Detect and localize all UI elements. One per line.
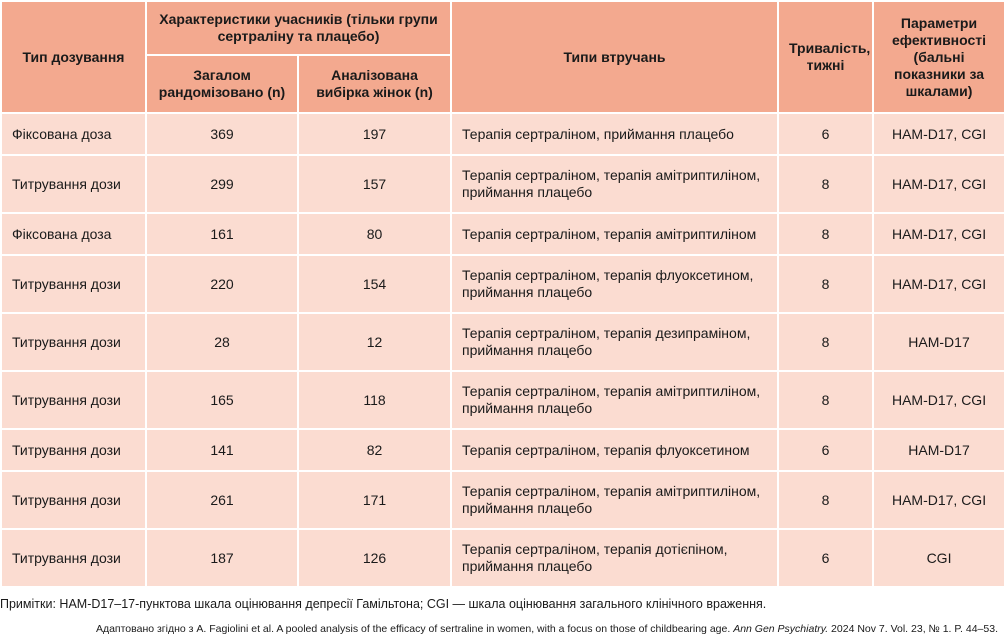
cell-interventions: Терапія сертраліном, терапія дезипраміном, приймання плацебо xyxy=(451,313,778,371)
table-row xyxy=(1,529,1004,587)
cell-dosing-type: Титрування дози xyxy=(1,471,146,529)
cell-interventions: Терапія сертраліном, терапія флуоксетином xyxy=(451,429,778,471)
cell-randomized: 161 xyxy=(146,213,298,255)
cell-interventions: Терапія сертраліном, приймання плацебо xyxy=(451,113,778,155)
cell-duration: 8 xyxy=(778,313,873,371)
cell-dosing-type: Фіксована доза xyxy=(1,113,146,155)
source-citation xyxy=(96,623,998,635)
cell-efficacy: HAM-D17, CGI xyxy=(873,113,1004,155)
cell-analyzed: 171 xyxy=(298,471,451,529)
cell-efficacy: HAM-D17, CGI xyxy=(873,471,1004,529)
cell-efficacy: HAM-D17, CGI xyxy=(873,213,1004,255)
table-row xyxy=(1,371,1004,429)
header-randomized-total: Загалом рандомізовано (n) xyxy=(146,55,298,113)
cell-randomized: 299 xyxy=(146,155,298,213)
header-efficacy-params: Параметри ефективності (бальні показники за шкалами) xyxy=(873,1,1004,113)
cell-dosing-type: Титрування дози xyxy=(1,313,146,371)
cell-interventions: Терапія сертраліном, терапія амітриптиліном, приймання плацебо xyxy=(451,371,778,429)
cell-dosing-type: Титрування дози xyxy=(1,529,146,587)
cell-dosing-type: Титрування дози xyxy=(1,255,146,313)
cell-duration: 8 xyxy=(778,471,873,529)
cell-interventions: Терапія сертраліном, терапія флуоксетином, приймання плацебо xyxy=(451,255,778,313)
source-prefix: Адаптовано згідно з A. Fagiolini et al. A pooled analysis of the efficacy of sertraline in women, with a focus on those of childbearing age. xyxy=(95,623,731,635)
table-row xyxy=(1,429,1004,471)
header-analyzed-women: Аналізована вибірка жінок (n) xyxy=(298,55,451,113)
table-row xyxy=(1,313,1004,371)
cell-randomized: 141 xyxy=(146,429,298,471)
cell-interventions: Терапія сертраліном, терапія дотієпіном, приймання плацебо xyxy=(451,529,778,587)
table-row xyxy=(1,155,1004,213)
cell-efficacy: HAM-D17 xyxy=(873,313,1004,371)
cell-randomized: 187 xyxy=(146,529,298,587)
table-row xyxy=(1,113,1004,155)
cell-dosing-type: Титрування дози xyxy=(1,371,146,429)
table-row xyxy=(1,255,1004,313)
table-row xyxy=(1,471,1004,529)
header-intervention-types: Типи втручань xyxy=(451,1,778,113)
cell-randomized: 220 xyxy=(146,255,298,313)
source-suffix: 2024 Nov 7. Vol. 23, № 1. P. 44–53. xyxy=(831,623,998,635)
cell-analyzed: 126 xyxy=(298,529,451,587)
cell-efficacy: HAM-D17, CGI xyxy=(873,371,1004,429)
cell-dosing-type: Титрування дози xyxy=(1,155,146,213)
cell-interventions: Терапія сертраліном, терапія амітриптиліном xyxy=(451,213,778,255)
cell-randomized: 28 xyxy=(146,313,298,371)
cell-analyzed: 154 xyxy=(298,255,451,313)
cell-interventions: Терапія сертраліном, терапія амітриптиліном, приймання плацебо xyxy=(451,155,778,213)
cell-efficacy: HAM-D17, CGI xyxy=(873,155,1004,213)
cell-analyzed: 80 xyxy=(298,213,451,255)
header-duration: Тривалість, тижні xyxy=(778,1,873,113)
cell-dosing-type: Фіксована доза xyxy=(1,213,146,255)
cell-randomized: 261 xyxy=(146,471,298,529)
table-notes: Примітки: HAM-D17–17-пунктова шкала оцінювання депресії Гамільтона; CGI — шкала оцінювання загального клінічного враження. xyxy=(0,597,767,611)
cell-analyzed: 12 xyxy=(298,313,451,371)
cell-dosing-type: Титрування дози xyxy=(1,429,146,471)
cell-analyzed: 82 xyxy=(298,429,451,471)
cell-duration: 6 xyxy=(778,429,873,471)
cell-efficacy: CGI xyxy=(873,529,1004,587)
cell-analyzed: 118 xyxy=(298,371,451,429)
cell-duration: 6 xyxy=(778,113,873,155)
cell-duration: 8 xyxy=(778,255,873,313)
cell-randomized: 369 xyxy=(146,113,298,155)
header-participants-group: Характеристики учасників (тільки групи сертраліну та плацебо) xyxy=(146,1,451,55)
header-dosing-type: Тип дозування xyxy=(1,1,146,113)
cell-efficacy: HAM-D17 xyxy=(873,429,1004,471)
table-row xyxy=(1,213,1004,255)
cell-duration: 8 xyxy=(778,371,873,429)
source-journal: Ann Gen Psychiatry. xyxy=(733,623,829,635)
cell-interventions: Терапія сертраліном, терапія амітриптиліном, приймання плацебо xyxy=(451,471,778,529)
cell-duration: 8 xyxy=(778,213,873,255)
cell-analyzed: 197 xyxy=(298,113,451,155)
cell-analyzed: 157 xyxy=(298,155,451,213)
cell-duration: 8 xyxy=(778,155,873,213)
cell-randomized: 165 xyxy=(146,371,298,429)
cell-efficacy: HAM-D17, CGI xyxy=(873,255,1004,313)
cell-duration: 6 xyxy=(778,529,873,587)
